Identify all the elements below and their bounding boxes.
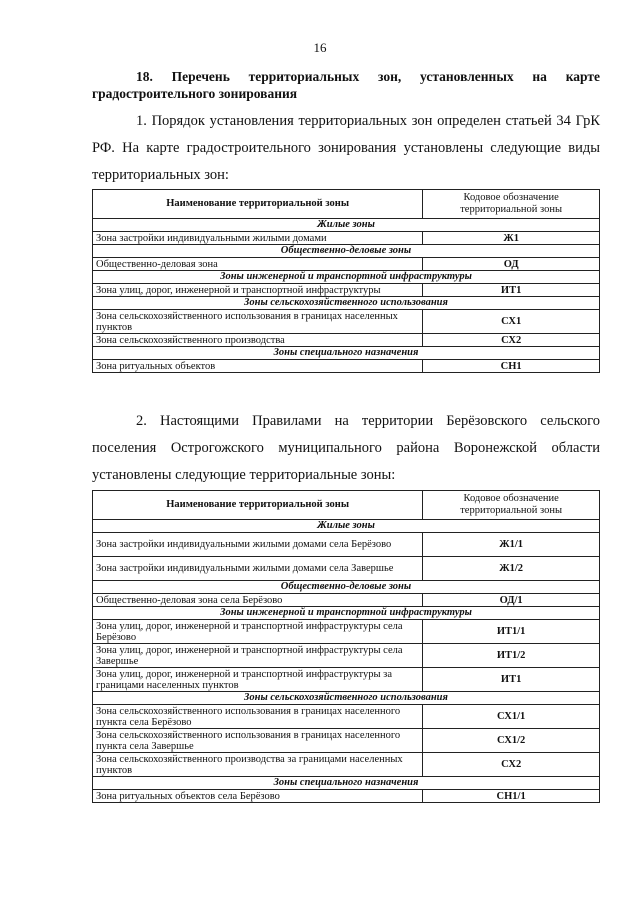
- zone-group-label: Зоны инженерной и транспортной инфраструктуры: [93, 607, 600, 620]
- zone-code: СХ1/1: [423, 705, 600, 729]
- zone-name: Зона ритуальных объектов села Берёзово: [93, 790, 423, 803]
- zone-code: ИТ1/2: [423, 644, 600, 668]
- zone-name: Общественно-деловая зона: [93, 258, 423, 271]
- zone-code: Ж1/1: [423, 533, 600, 557]
- zone-group-label: Общественно-деловые зоны: [93, 581, 600, 594]
- zone-name: Зона сельскохозяйственного производства: [93, 334, 423, 347]
- zone-code: Ж1: [423, 232, 600, 245]
- zone-code: СХ2: [423, 334, 600, 347]
- group-row: [93, 777, 600, 790]
- zone-group-label: Зоны специального назначения: [93, 777, 600, 790]
- table-header-row: [93, 190, 600, 219]
- header-zone-name: Наименование территориальной зоны: [93, 491, 423, 520]
- zone-name: Зона улиц, дорог, инженерной и транспортной инфраструктуры за границами населенных пунктов: [93, 668, 423, 692]
- zone-group-label: Зоны сельскохозяйственного использования: [93, 692, 600, 705]
- zone-code: СН1/1: [423, 790, 600, 803]
- zone-code: ОД: [423, 258, 600, 271]
- paragraph-1: 1. Порядок установления территориальных зон определен статьей 34 ГрК РФ. На карте градостроительного зонирования установлены следующие виды территориальных зон:: [92, 113, 600, 183]
- zone-code: ОД/1: [423, 594, 600, 607]
- zone-name: Зона застройки индивидуальными жилыми домами села Берёзово: [93, 533, 423, 557]
- zone-name: Зона застройки индивидуальными жилыми домами села Завершье: [93, 557, 423, 581]
- zone-code: СХ2: [423, 753, 600, 777]
- group-row: [93, 607, 600, 620]
- zone-name: Зона улиц, дорог, инженерной и транспортной инфраструктуры села Берёзово: [93, 620, 423, 644]
- table-row: [93, 729, 600, 753]
- zone-code: ИТ1: [423, 284, 600, 297]
- table-row: [93, 620, 600, 644]
- zone-code: ИТ1: [423, 668, 600, 692]
- zone-code: ИТ1/1: [423, 620, 600, 644]
- zone-name: Общественно-деловая зона села Берёзово: [93, 594, 423, 607]
- group-row: [93, 245, 600, 258]
- zones-table-1: [92, 189, 600, 373]
- zone-group-label: Зоны специального назначения: [93, 347, 600, 360]
- table-header-row: [93, 491, 600, 520]
- zone-name: Зона сельскохозяйственного использования в границах населенных пунктов: [93, 310, 423, 334]
- group-row: [93, 297, 600, 310]
- zones-table-2: [92, 490, 600, 803]
- group-row: [93, 347, 600, 360]
- table-row: [93, 310, 600, 334]
- zone-group-label: Зоны сельскохозяйственного использования: [93, 297, 600, 310]
- zone-group-label: Зоны инженерной и транспортной инфраструктуры: [93, 271, 600, 284]
- paragraph-2: 2. Настоящими Правилами на территории Берёзовского сельского поселения Острогожского муниципального района Воронежской области установлены следующие территориальные зоны:: [92, 413, 600, 483]
- zone-name: Зона сельскохозяйственного производства за границами населенных пунктов: [93, 753, 423, 777]
- table-row: [93, 705, 600, 729]
- zones-table-2-body: [93, 520, 600, 803]
- group-row: [93, 692, 600, 705]
- header-zone-name: Наименование территориальной зоны: [93, 190, 423, 219]
- header-zone-code: Кодовое обозначение территориальной зоны: [423, 491, 600, 520]
- table-row: [93, 232, 600, 245]
- zone-group-label: Общественно-деловые зоны: [93, 245, 600, 258]
- zone-name: Зона застройки индивидуальными жилыми домами: [93, 232, 423, 245]
- zone-name: Зона сельскохозяйственного использования в границах населенного пункта села Берёзово: [93, 705, 423, 729]
- table-row: [93, 594, 600, 607]
- table-row: [93, 753, 600, 777]
- header-zone-code: Кодовое обозначение территориальной зоны: [423, 190, 600, 219]
- table-row: [93, 557, 600, 581]
- table-row: [93, 334, 600, 347]
- table-row: [93, 258, 600, 271]
- zones-table-1-body: [93, 219, 600, 373]
- table-row: [93, 790, 600, 803]
- zone-code: СН1: [423, 360, 600, 373]
- zone-code: Ж1/2: [423, 557, 600, 581]
- table-row: [93, 644, 600, 668]
- zone-name: Зона ритуальных объектов: [93, 360, 423, 373]
- zone-group-label: Жилые зоны: [93, 520, 600, 533]
- page-number: 16: [313, 40, 327, 55]
- zone-code: СХ1/2: [423, 729, 600, 753]
- group-row: [93, 520, 600, 533]
- zone-name: Зона сельскохозяйственного использования в границах населенного пункта села Завершье: [93, 729, 423, 753]
- zone-name: Зона улиц, дорог, инженерной и транспортной инфраструктуры: [93, 284, 423, 297]
- group-row: [93, 219, 600, 232]
- group-row: [93, 581, 600, 594]
- group-row: [93, 271, 600, 284]
- table-row: [93, 360, 600, 373]
- zone-name: Зона улиц, дорог, инженерной и транспортной инфраструктуры села Завершье: [93, 644, 423, 668]
- zone-group-label: Жилые зоны: [93, 219, 600, 232]
- table-row: [93, 533, 600, 557]
- zone-code: СХ1: [423, 310, 600, 334]
- table-row: [93, 668, 600, 692]
- table-row: [93, 284, 600, 297]
- section-heading: 18. Перечень территориальных зон, установленных на карте градостроительного зонирования: [92, 69, 600, 101]
